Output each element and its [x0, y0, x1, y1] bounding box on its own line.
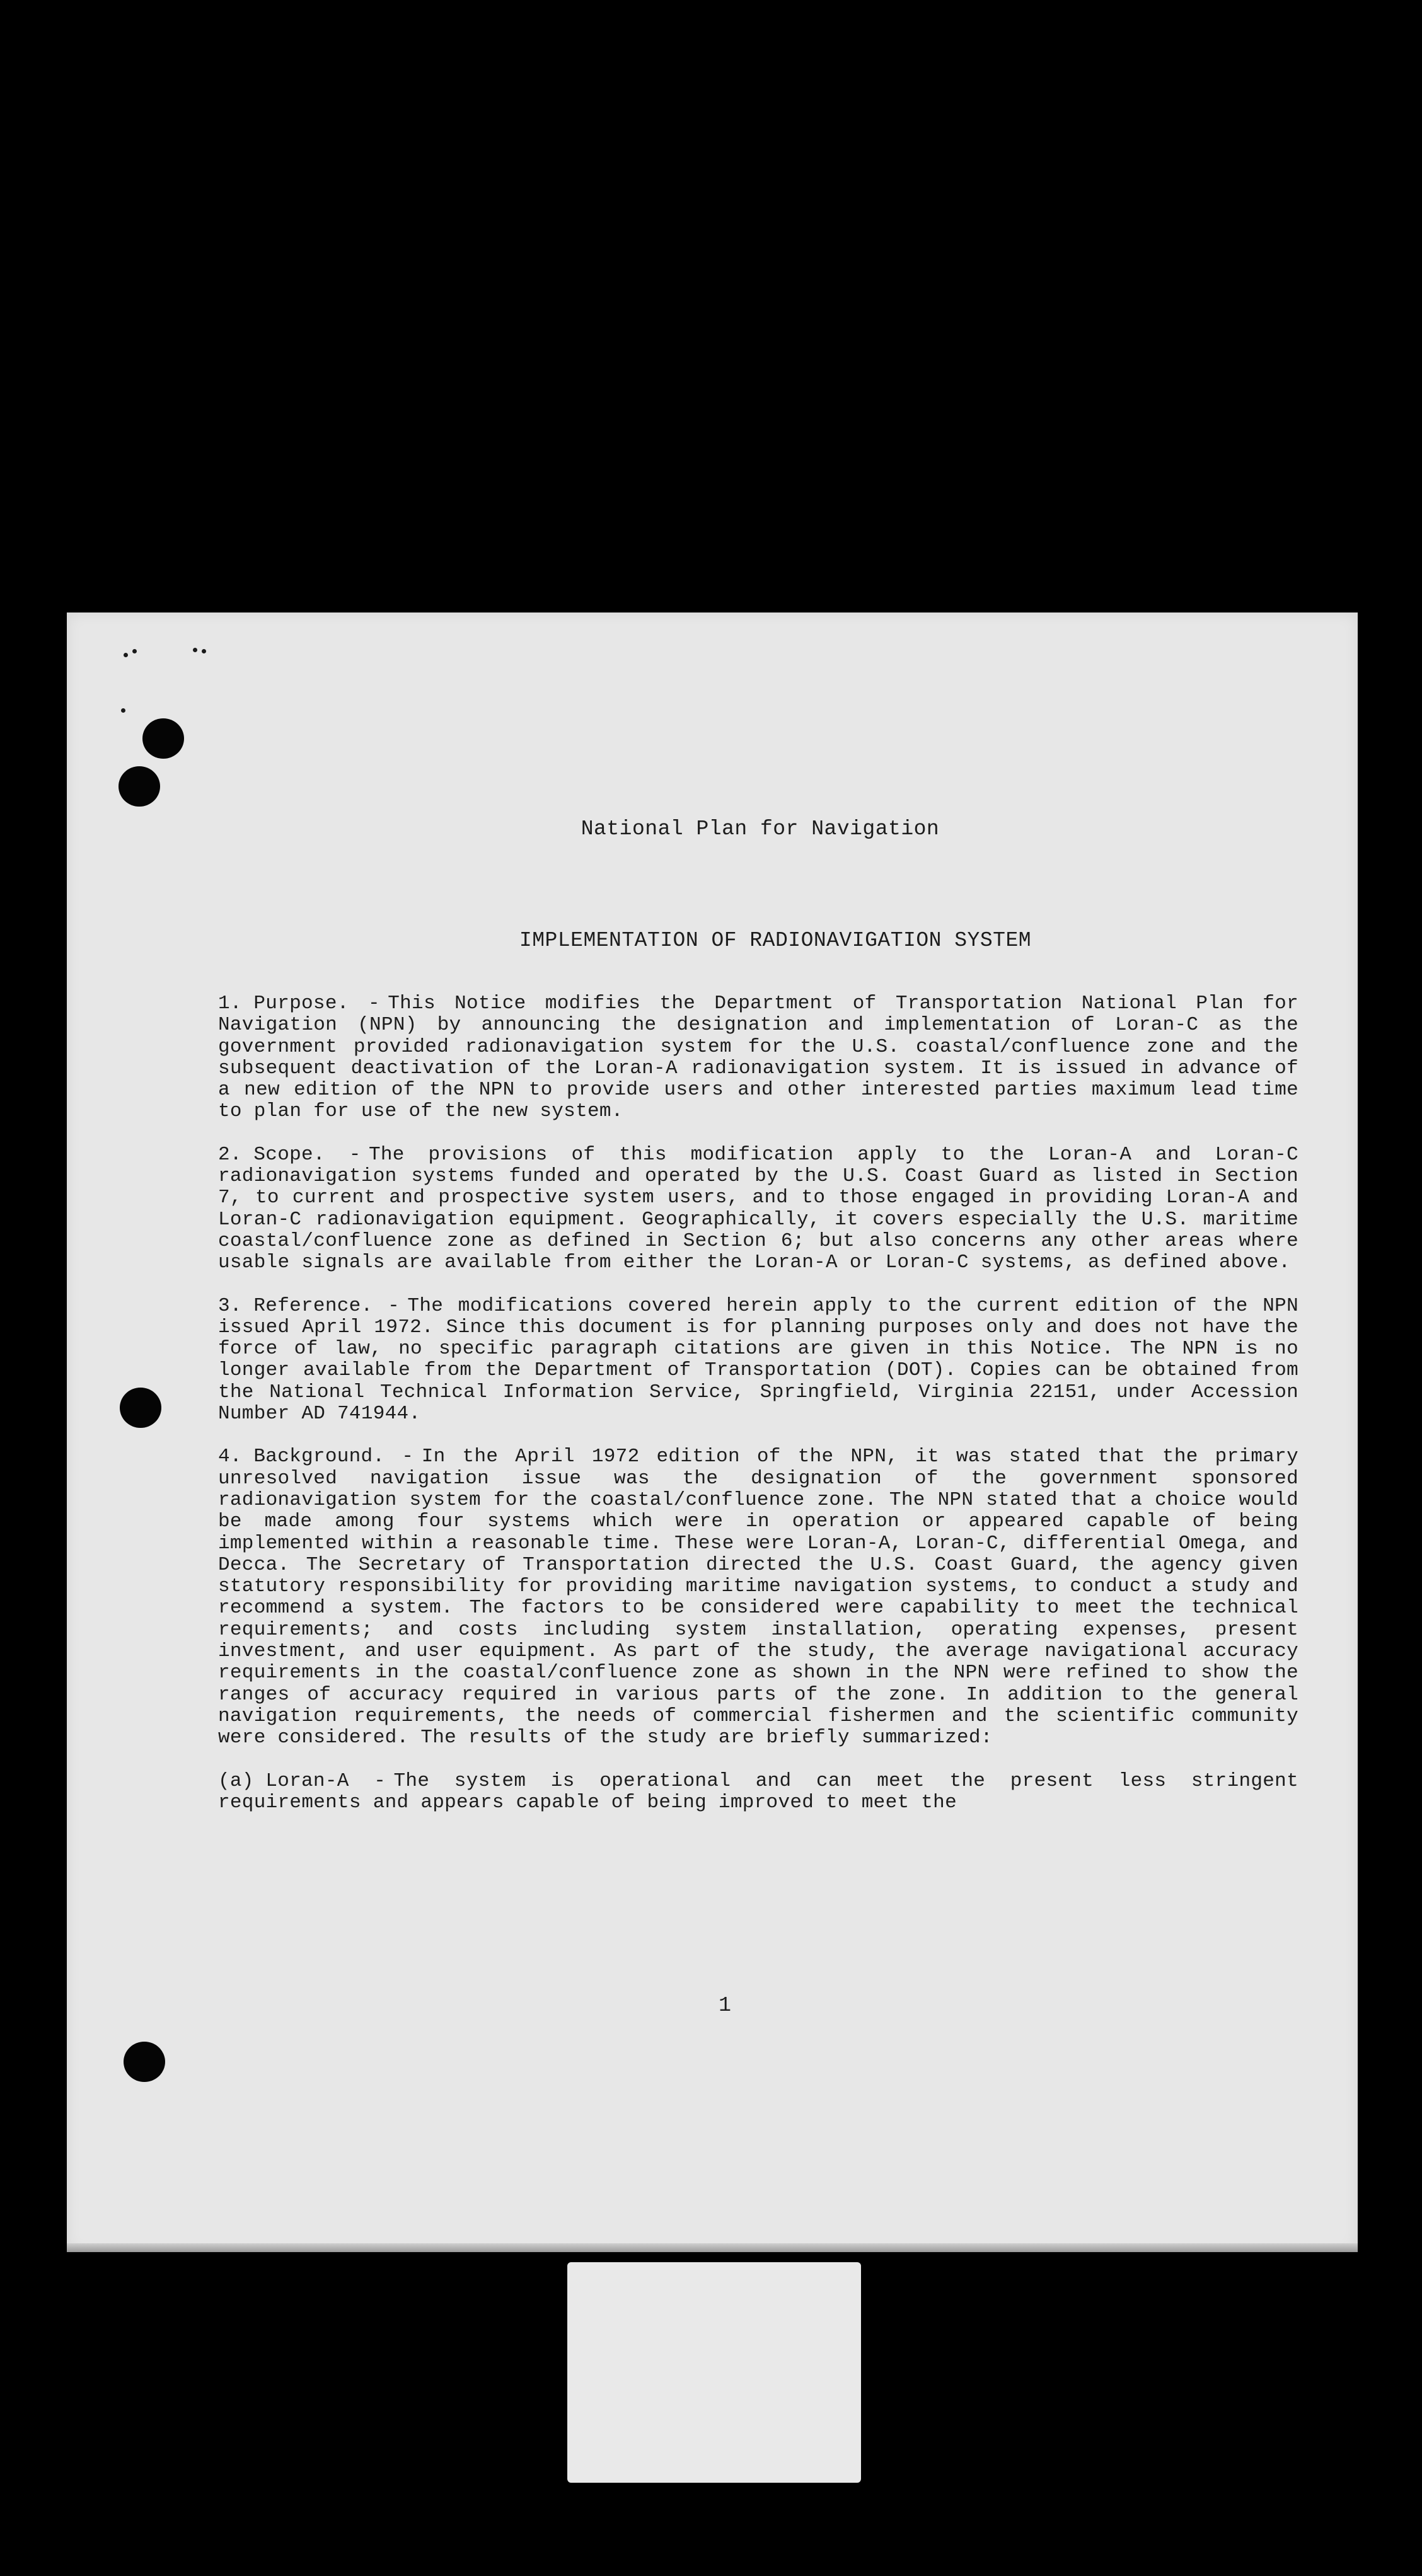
punch-hole-bottom: [124, 2042, 165, 2082]
paragraph-text: The system is operational and can meet the present less stringent requirements and appears capable of being improved to meet the: [218, 1769, 1298, 1814]
paragraph-text: The modifications covered herein apply to the current edition of the NPN issued April 1972. Since this document is for planning purposes only and does not have the force of law, no specific paragraph citations are given in this Notice. The NPN is no longer available from the Department of Transportation (DOT). Copies can be obtained from the National Technical Information Service, Springfield, Virginia 22151, under Accession Number AD 741944.: [218, 1294, 1298, 1425]
paragraph-heading: Reference. -: [253, 1294, 400, 1317]
paragraph-scope: [218, 1144, 1298, 1274]
paragraph-text: This Notice modifies the Department of Transportation National Plan for Navigation (NPN) by announcing the designation and implementation of Loran-C as the government provided radionavigation system for the U.S. coastal/confluence zone and the subsequent deactivation of the Loran-A radionavigation system. It is issued in advance of a new edition of the NPN to provide users and other interested parties maximum lead time to plan for use of the new system.: [218, 992, 1298, 1123]
page-speck: [124, 653, 128, 657]
punch-hole-upper: [118, 766, 160, 807]
page-speck: [132, 649, 137, 653]
paragraph-heading: Purpose. -: [253, 992, 380, 1015]
document-subtitle: IMPLEMENTATION OF RADIONAVIGATION SYSTEM: [519, 929, 1032, 952]
paragraph-heading: Scope. -: [253, 1143, 361, 1166]
paragraph-text: The provisions of this modification apply to the Loran-A and Loran-C radionavigation systems funded and operated by the U.S. Coast Guard as listed in Section 7, to current and prospective system users, and to those engaged in providing Loran-A and Loran-C radionavigation equipment. Geographically, it covers especially the U.S. maritime coastal/confluence zone as defined in Section 6; but also concerns any other areas where usable signals are available from either the Loran-A or Loran-C systems, as defined above.: [218, 1143, 1298, 1274]
page-speck: [121, 708, 125, 713]
document-body: [218, 993, 1298, 1835]
paragraph-number: (a): [218, 1769, 254, 1792]
scan-target-card: [567, 2262, 861, 2483]
paragraph-number: 3.: [218, 1294, 242, 1317]
paragraph-reference: [218, 1296, 1298, 1425]
page-speck: [202, 649, 206, 653]
paragraph-number: 2.: [218, 1143, 242, 1166]
paragraph-text: In the April 1972 edition of the NPN, it was stated that the primary unresolved navigation issue was the designation of the government sponsored radionavigation system for the coastal/confluence zone. The NPN stated that a choice would be made among four systems which were in operation or appeared capable of being implemented within a reasonable time. These were Loran-A, Loran-C, differential Omega, and Decca. The Secretary of Transportation directed the U.S. Coast Guard, the agency given statutory responsibility for providing maritime navigation systems, to conduct a study and recommend a system. The factors to be considered were capability to meet the technical requirements; and costs including system installation, operating expenses, present investment, and user equipment. As part of the study, the average navigational accuracy requirements in the coastal/confluence zone as shown in the NPN were refined to show the ranges of accuracy required in various parts of the zone. In addition to the general navigation requirements, the needs of commercial fishermen and the scientific community were considered. The results of the study are briefly summarized:: [218, 1446, 1298, 1749]
paragraph-background: [218, 1446, 1298, 1749]
punch-hole-middle: [120, 1388, 161, 1428]
paragraph-number: 4.: [218, 1446, 242, 1468]
paragraph-loran-a: [218, 1771, 1298, 1814]
page-speck: [193, 648, 197, 652]
paragraph-purpose: [218, 993, 1298, 1123]
paragraph-heading: Loran-A -: [265, 1769, 386, 1792]
paragraph-number: 1.: [218, 992, 242, 1015]
document-title: National Plan for Navigation: [581, 817, 940, 841]
punch-hole-top: [142, 718, 184, 759]
paragraph-heading: Background. -: [253, 1446, 414, 1468]
page-number: 1: [719, 1994, 731, 2017]
document-page: [67, 612, 1358, 2252]
